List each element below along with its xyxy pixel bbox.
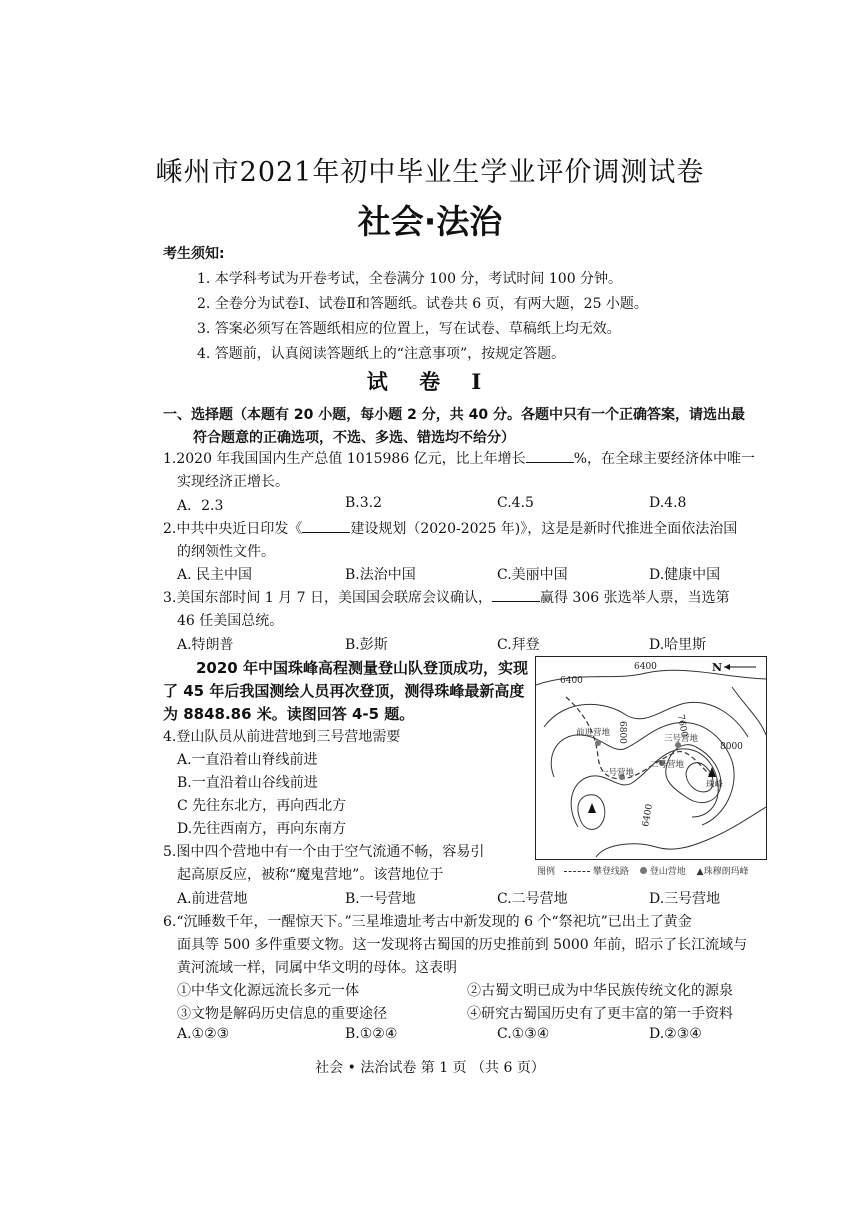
camp-label-2: 二号营地 bbox=[650, 760, 685, 770]
page-footer: 社会 • 法治试卷 第 1 页 （共 6 页） bbox=[315, 1060, 545, 1076]
contour-label: 8000 bbox=[720, 742, 743, 752]
part1-line-1: 一、选择题（本题有 20 小题，每小题 2 分，共 40 分。各题中只有一个正确答案，请选出最 bbox=[163, 407, 745, 423]
legend-route: 攀登线路 bbox=[592, 867, 629, 877]
q3-stem-part-2: 赢得 306 张选举人票，当选第 bbox=[539, 590, 730, 606]
q1-option-b: B.3.2 bbox=[345, 495, 383, 511]
q6-statement-3: ③文物是解码历史信息的重要途径 bbox=[177, 1006, 387, 1022]
q6-option-a: A.①②③ bbox=[177, 1026, 230, 1042]
q2-stem-part-1: 2.中共中央近日印发《 bbox=[163, 521, 303, 537]
q6-statement-4: ④研究古蜀国历史有了更丰富的第一手资料 bbox=[467, 1006, 733, 1022]
q1-stem-line-2: 实现经济正增长。 bbox=[177, 474, 289, 490]
q5-stem-line-1: 5.图中四个营地中有一个由于空气流通不畅，容易引 bbox=[163, 844, 485, 860]
q6-stem-line-3: 黄河流域一样，同属中华文明的母体。这表明 bbox=[177, 960, 457, 976]
q6-statement-2: ②古蜀文明已成为中华民族传统文化的源泉 bbox=[467, 983, 733, 999]
contour-label: 6800 bbox=[617, 721, 627, 744]
answer-blank bbox=[492, 589, 540, 602]
q3-option-a: A.特朗普 bbox=[177, 637, 234, 653]
contour-line bbox=[596, 807, 766, 857]
q2-option-d: D.健康中国 bbox=[649, 567, 721, 583]
notice-item-3: 3. 答案必须写在答题纸相应的位置上，写在试卷、草稿纸上均无效。 bbox=[197, 321, 621, 337]
camp-legend-icon bbox=[640, 867, 647, 874]
q3-option-c: C.拜登 bbox=[497, 637, 540, 653]
q4-option-c: C 先往东北方，再向西北方 bbox=[177, 798, 347, 814]
contour-label: 7600 bbox=[675, 713, 689, 739]
route-legend-icon bbox=[564, 871, 590, 872]
answer-blank bbox=[526, 450, 574, 463]
peak-label: 珠峰 bbox=[706, 780, 724, 790]
q5-stem-line-2: 起高原反应，被称“魔鬼营地”。该营地位于 bbox=[177, 867, 444, 883]
q1-option-a: A．2.3 bbox=[177, 498, 224, 514]
notice-heading: 考生须知: bbox=[163, 246, 225, 262]
q3-stem-part-1: 3.美国东部时间 1 月 7 日，美国国会联席会议确认， bbox=[163, 590, 492, 606]
q5-option-a: A.前进营地 bbox=[177, 891, 248, 907]
intro45-line-3: 为 8848.86 米。读图回答 4-5 题。 bbox=[163, 705, 415, 723]
camp-label-1: 一号营地 bbox=[600, 768, 635, 778]
q2-option-b: B.法治中国 bbox=[345, 567, 416, 583]
q2-option-c: C.美丽中国 bbox=[497, 567, 568, 583]
q5-option-c: C.二号营地 bbox=[497, 891, 568, 907]
q1-stem bbox=[163, 448, 755, 468]
q2-stem bbox=[163, 518, 737, 538]
contour-map-drawing bbox=[536, 657, 766, 859]
map-legend bbox=[537, 864, 749, 877]
peak-legend-icon: ▲ bbox=[696, 867, 704, 877]
notice-item-1: 1. 本学科考试为开卷考试，全卷满分 100 分，考试时间 100 分钟。 bbox=[197, 271, 623, 287]
contour-map bbox=[535, 656, 767, 860]
north-arrow-head-icon bbox=[724, 664, 730, 670]
q6-stem-line-2: 面具等 500 多件重要文物。这一发现将古蜀国的历史推前到 5000 年前，昭示了长江流域与 bbox=[177, 937, 748, 953]
q4-option-b: B.一直沿着山谷线前进 bbox=[177, 775, 318, 791]
answer-blank bbox=[302, 520, 350, 533]
q1-stem-part-2: %，在全球主要经济体中唯一 bbox=[573, 451, 755, 467]
legend-camp: 登山营地 bbox=[649, 867, 686, 877]
camp-marker-advance bbox=[595, 740, 601, 746]
q2-option-a: A. 民主中国 bbox=[177, 567, 253, 583]
q2-stem-part-2: 建设规划（2020-2025 年)》，这是是新时代推进全面依法治国 bbox=[350, 521, 738, 537]
legend-peak: 珠穆朗玛峰 bbox=[703, 867, 749, 877]
q6-option-d: D.②③④ bbox=[649, 1026, 702, 1042]
q4-stem: 4.登山队员从前进营地到三号营地需要 bbox=[163, 729, 401, 745]
q3-option-b: B.彭斯 bbox=[345, 637, 388, 653]
north-label: N bbox=[712, 661, 723, 674]
intro45-line-2: 了 45 年后我国测绘人员再次登顶，测得珠峰最新高度 bbox=[163, 682, 525, 700]
q3-stem-line-2: 46 任美国总统。 bbox=[177, 613, 284, 629]
q3-stem bbox=[163, 587, 730, 607]
q1-option-c: C.4.5 bbox=[497, 495, 534, 511]
camp-label-3: 三号营地 bbox=[664, 734, 699, 744]
q1-option-d: D.4.8 bbox=[649, 495, 687, 511]
notice-item-2: 2. 全卷分为试卷Ⅰ、试卷Ⅱ和答题纸。试卷共 6 页，有两大题，25 小题。 bbox=[197, 296, 648, 312]
contour-line bbox=[732, 687, 766, 735]
camp-label-advance: 前进营地 bbox=[576, 728, 611, 738]
section-title: 试 卷 I bbox=[366, 369, 494, 394]
q2-stem-line-2: 的纲领性文件。 bbox=[177, 544, 275, 560]
intro45-line-1: 2020 年中国珠峰高程测量登山队登顶成功，实现 bbox=[196, 659, 528, 677]
contour-line bbox=[544, 702, 748, 737]
contour-label: 6400 bbox=[560, 676, 583, 686]
exam-subject: 社会·法治 bbox=[357, 202, 503, 241]
legend-prefix: 图例 bbox=[537, 867, 556, 877]
q4-option-d: D.先往西南方，再向东南方 bbox=[177, 821, 347, 837]
part1-line-2: 符合题意的正确选项，不选、多选、错选均不给分） bbox=[193, 430, 515, 446]
q6-stem-line-1: 6.“沉睡数千年，一醒惊天下。”三星堆遗址考古中新发现的 6 个“祭祀坑”已出土了黄金 bbox=[163, 914, 692, 930]
q3-option-d: D.哈里斯 bbox=[649, 637, 707, 653]
q6-option-b: B.①②④ bbox=[345, 1026, 398, 1042]
contour-label: 6400 bbox=[641, 803, 655, 828]
peak-icon bbox=[588, 803, 596, 813]
contour-label: 6400 bbox=[634, 662, 657, 672]
q4-option-a: A.一直沿着山脊线前进 bbox=[177, 752, 318, 768]
exam-title: 嵊州市2021年初中毕业生学业评价调测试卷 bbox=[155, 157, 705, 188]
q1-stem-part-1: 1.2020 年我国国内生产总值 1015986 亿元，比上年增长 bbox=[163, 451, 526, 467]
q5-option-d: D.三号营地 bbox=[649, 891, 721, 907]
q5-option-b: B.一号营地 bbox=[345, 891, 416, 907]
notice-item-4: 4. 答题前，认真阅读答题纸上的“注意事项”，按规定答题。 bbox=[197, 346, 566, 362]
q6-option-c: C.①③④ bbox=[497, 1026, 550, 1042]
q6-statement-1: ①中华文化源远流长多元一体 bbox=[177, 983, 359, 999]
